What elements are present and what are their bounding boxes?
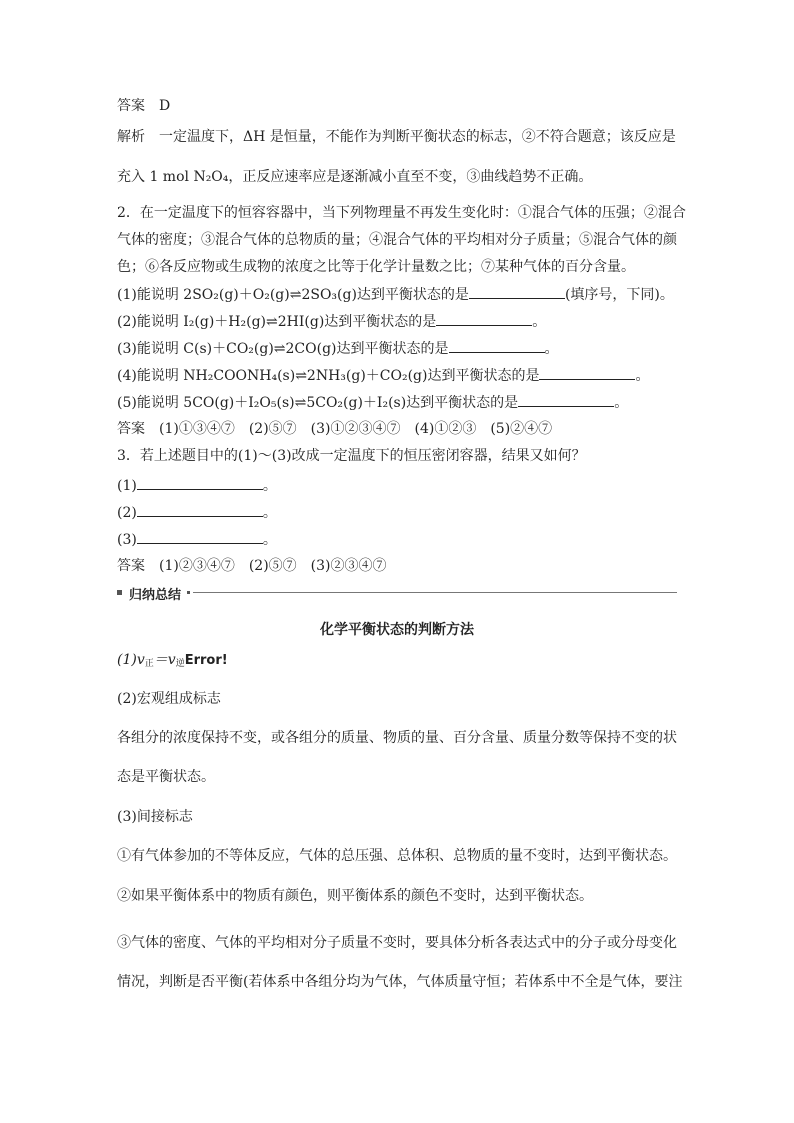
answer-blank[interactable]	[137, 476, 263, 490]
period: 。	[262, 505, 277, 521]
summary-point-3: (3)间接标志	[117, 809, 193, 825]
small-square-icon	[187, 591, 190, 594]
answer-1: 答案 D	[117, 98, 171, 114]
section-label: 归纳总结	[129, 588, 182, 603]
question-3-part-1	[117, 476, 277, 495]
answer-blank[interactable]	[539, 366, 635, 380]
question-2-part-2	[117, 312, 546, 331]
question-3-part-3-label: (3)	[117, 532, 137, 548]
period: 。	[544, 341, 559, 357]
answer-2: 答案 (1)①③④⑦ (2)⑤⑦ (3)①②③④⑦ (4)①②③ (5)②④⑦	[117, 421, 553, 437]
answer-blank[interactable]	[449, 339, 545, 353]
period: 。	[635, 368, 650, 384]
analysis-1-line-a: 解析 一定温度下，ΔH 是恒量，不能作为判断平衡状态的标志，②不符合题意；该反应是	[117, 129, 676, 145]
question-2-part-2-text: (2)能说明 I₂(g)＋H₂(g)⇌2HI(g)达到平衡状态的是	[117, 314, 437, 330]
question-3: 3．若上述题目中的(1)～(3)改成一定温度下的恒压密闭容器，结果又如何？	[117, 448, 586, 464]
summary-point-2: (2)宏观组成标志	[117, 691, 221, 707]
error-field: Error!	[184, 653, 228, 668]
question-2-part-1-text: (1)能说明 2SO₂(g)＋O₂(g)⇌2SO₃(g)达到平衡状态的是	[117, 287, 469, 303]
question-2-line-c: 色；⑥各反应物或生成物的浓度之比等于化学计量数之比；⑦某种气体的百分含量。	[117, 259, 635, 275]
question-3-part-2	[117, 503, 277, 522]
question-3-part-3	[117, 530, 277, 549]
question-3-part-1-label: (1)	[117, 478, 137, 494]
question-2-line-b: 气体的密度；③混合气体的总物质的量；④混合气体的平均相对分子质量；⑤混合气体的颜	[117, 232, 677, 248]
question-2-part-3	[117, 339, 559, 358]
question-2-part-5	[117, 393, 628, 412]
analysis-1-line-b: 充入 1 mol N₂O₄，正反应速率应是逐渐减小直至不变，③曲线趋势不正确。	[117, 169, 593, 185]
period: 。	[614, 395, 629, 411]
section-divider	[193, 592, 677, 593]
summary-point-3-item-3-line-a: ③气体的密度、气体的平均相对分子质量不变时，要具体分析各表达式中的分子或分母变化	[117, 935, 677, 951]
velocity-symbol: (1)v	[117, 652, 145, 668]
question-2-part-1	[117, 285, 674, 304]
summary-title: 化学平衡状态的判断方法	[320, 622, 474, 638]
summary-point-3-item-1: ①有气体参加的不等体反应，气体的总压强、总体积、总物质的量不变时，达到平衡状态。	[117, 848, 677, 864]
summary-point-2-line-a: 各组分的浓度保持不变，或各组分的质量、物质的量、百分含量、质量分数等保持不变的状	[117, 730, 677, 746]
period: 。	[532, 314, 547, 330]
period: 。	[262, 532, 277, 548]
question-2-part-3-text: (3)能说明 C(s)＋CO₂(g)⇌2CO(g)达到平衡状态的是	[117, 341, 449, 357]
summary-point-1	[117, 651, 228, 673]
reverse-subscript: 逆	[175, 659, 185, 669]
answer-blank[interactable]	[436, 312, 532, 326]
summary-point-3-item-2: ②如果平衡体系中的物质有颜色，则平衡体系的颜色不变时，达到平衡状态。	[117, 888, 593, 904]
answer-3: 答案 (1)②③④⑦ (2)⑤⑦ (3)②③④⑦	[117, 558, 387, 574]
question-2-part-4-text: (4)能说明 NH₂COONH₄(s)⇌2NH₃(g)＋CO₂(g)达到平衡状态的是	[117, 368, 540, 384]
forward-subscript: 正	[144, 659, 154, 669]
question-2-line-a: 2．在一定温度下的恒容容器中，当下列物理量不再发生变化时：①混合气体的压强；②混合	[117, 205, 686, 221]
answer-blank[interactable]	[137, 503, 263, 517]
answer-blank[interactable]	[518, 393, 614, 407]
summary-point-2-line-b: 态是平衡状态。	[117, 769, 215, 785]
square-bullet-icon	[117, 590, 122, 595]
summary-point-3-item-3-line-b: 情况，判断是否平衡(若体系中各组分均为气体，气体质量守恒；若体系中不全是气体，要注	[117, 974, 683, 990]
period: 。	[262, 478, 277, 494]
equals-v: ＝v	[153, 652, 176, 668]
question-2-part-1-suffix: (填序号，下同)。	[564, 287, 674, 303]
answer-blank[interactable]	[137, 530, 263, 544]
section-header	[117, 586, 677, 603]
question-2-part-4	[117, 366, 649, 385]
answer-blank[interactable]	[469, 285, 565, 299]
question-3-part-2-label: (2)	[117, 505, 137, 521]
question-2-part-5-text: (5)能说明 5CO(g)＋I₂O₅(s)⇌5CO₂(g)＋I₂(s)达到平衡状态的是	[117, 395, 519, 411]
